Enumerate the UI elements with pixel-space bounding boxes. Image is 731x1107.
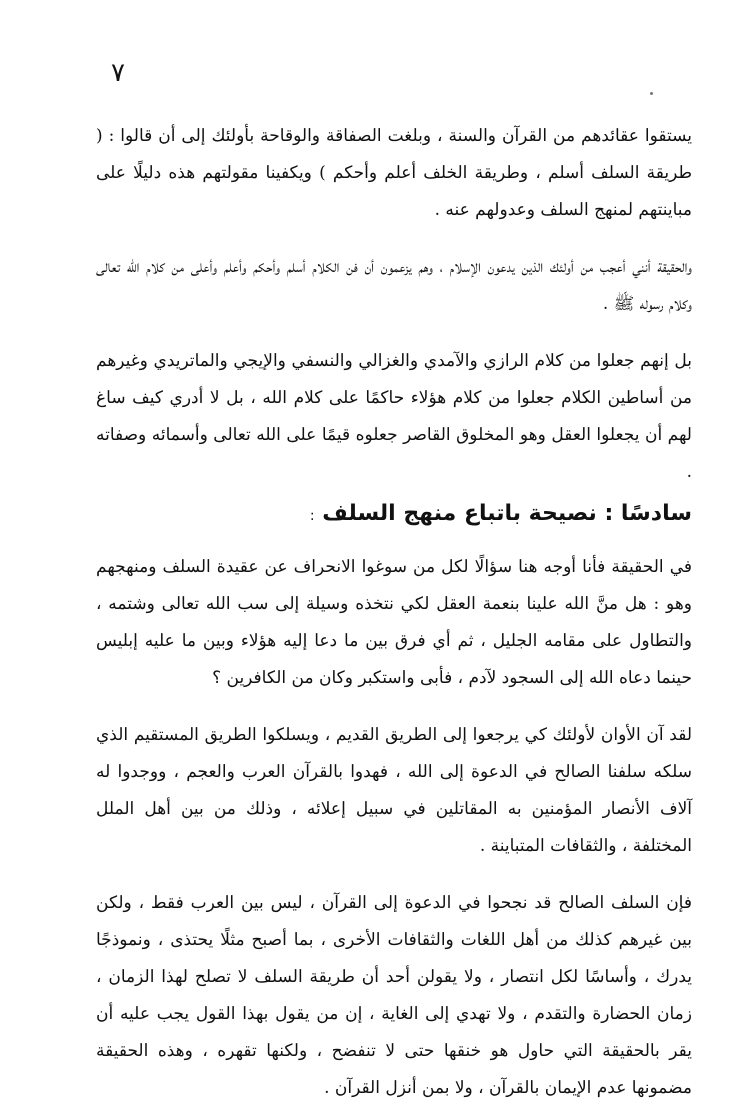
paragraph-2: والحقيقة أنني أعجب من أولئك الذين يدعون الإسلام ، وهم يزعمون أن فن الكلام أسلم وأحكم وأعلم وأعلى من كلام الله تعالى وكلام رسوله ﷺ . [96, 257, 692, 314]
section-heading-text: سادسًا : نصيحة باتباع منهج السلف [322, 501, 692, 526]
section-heading-colon: : [309, 508, 315, 524]
paragraph-6: فإن السلف الصالح قد نجحوا في الدعوة إلى القرآن ، ليس بين العرب فقط ، ولكن بين غيرهم كذلك من أهل اللغات والثقافات الأخرى ، بما أصبح مثلًا يحتذى ، ونموذجًا يدرك ، وأساسًا لكل انتصار ، ولا يقولن أحد أن طريقة السلف لا تصلح لهذا الزمان ، زمان الحضارة والتقدم ، ولا تهدي إلى الغاية ، إن من يقول بهذا القول يجب عليه أن يقر بالحقيقة التي حاول هو خنقها حتى لا تنفضح ، ولكنها تقهره ، وهذه الحقيقة مضمونها عدم الإيمان بالقرآن ، ولا بمن أنزل القرآن . [96, 893, 692, 1098]
paragraph-5: لقد آن الأوان لأولئك كي يرجعوا إلى الطريق القديم ، ويسلكوا الطريق المستقيم الذي سلكه سلفنا الصالح في الدعوة إلى الله ، فهدوا بالقرآن العرب والعجم ، ووجدوا له آلاف الأنصار المؤمنين به المقاتلين في سبيل إعلائه ، وذلك من بين أهل الملل المختلفة ، والثقافات المتباينة . [96, 725, 692, 856]
section-heading [96, 495, 692, 535]
paragraph-1: يستقوا عقائدهم من القرآن والسنة ، وبلغت الصفاقة والوقاحة بأولئك إلى أن قالوا : ( طريقة السلف أسلم ، وطريقة الخلف أعلم وأحكم ) ويكفينا مقولتهم هذه دليلًا على مباينتهم لمنهج السلف وعدولهم عنه . [96, 126, 692, 220]
ink-speck [650, 92, 653, 95]
page-number: ٧ [111, 58, 125, 88]
paragraph-3: بل إنهم جعلوا من كلام الرازي والآمدي والغزالي والنسفي والإيجي والماتريدي وغيرهم من أساطين الكلام جعلوا من كلام هؤلاء حاكمًا على كلام الله ، بل لا أدري كيف ساغ لهم أن يجعلوا العقل وهو المخلوق القاصر جعلوه قيمًا على الله تعالى وأسمائه وصفاته . [96, 351, 692, 482]
paragraph-4: في الحقيقة فأنا أوجه هنا سؤالًا لكل من سوغوا الانحراف عن عقيدة السلف ومنهجهم وهو : هل منَّ الله علينا بنعمة العقل لكي نتخذه وسيلة إلى سب الله تعالى وشتمه ، والتطاول على مقامه الجليل ، ثم أي فرق بين ما دعا إليه هؤلاء وبين ما عليه إبليس حينما دعاه الله إلى السجود لآدم ، فأبى واستكبر وكان من الكافرين ؟ [96, 557, 692, 688]
page-body [96, 118, 692, 1107]
